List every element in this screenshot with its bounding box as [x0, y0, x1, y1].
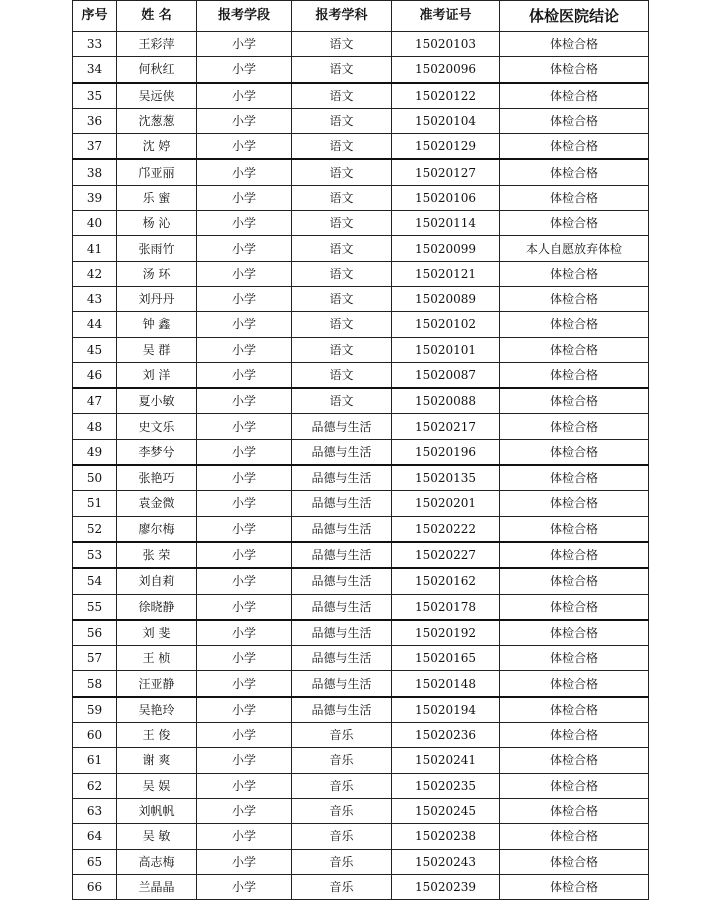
- row-stage: 小学: [197, 620, 292, 646]
- row-stage: 小学: [197, 414, 292, 439]
- row-result: 体检合格: [500, 362, 649, 388]
- row-result: 体检合格: [500, 337, 649, 362]
- row-result: 体检合格: [500, 748, 649, 773]
- row-no: 35: [73, 83, 117, 109]
- row-name: 张艳巧: [117, 465, 197, 491]
- row-name: 吴 群: [117, 337, 197, 362]
- row-name: 袁金微: [117, 491, 197, 516]
- row-stage: 小学: [197, 798, 292, 823]
- row-result: 体检合格: [500, 388, 649, 414]
- row-subject: 品德与生活: [292, 646, 392, 671]
- row-stage: 小学: [197, 748, 292, 773]
- row-ticket: 15020238: [392, 824, 500, 849]
- table-row: [73, 748, 649, 773]
- row-stage: 小学: [197, 32, 292, 57]
- row-subject: 音乐: [292, 748, 392, 773]
- row-result: 体检合格: [500, 57, 649, 83]
- row-result: 体检合格: [500, 723, 649, 748]
- row-result: 体检合格: [500, 414, 649, 439]
- table-row: [73, 312, 649, 337]
- row-subject: 品德与生活: [292, 465, 392, 491]
- table-row: [73, 723, 649, 748]
- row-result: 体检合格: [500, 620, 649, 646]
- row-stage: 小学: [197, 83, 292, 109]
- row-no: 39: [73, 185, 117, 210]
- row-subject: 品德与生活: [292, 516, 392, 542]
- exam-roster-table: [72, 0, 649, 900]
- table-row: [73, 185, 649, 210]
- row-ticket: 15020088: [392, 388, 500, 414]
- row-subject: 语文: [292, 32, 392, 57]
- row-subject: 语文: [292, 83, 392, 109]
- table-row: [73, 671, 649, 697]
- row-stage: 小学: [197, 286, 292, 311]
- row-stage: 小学: [197, 516, 292, 542]
- row-name: 吴远侠: [117, 83, 197, 109]
- header-stage: 报考学段: [197, 1, 292, 32]
- row-name: 张 荣: [117, 542, 197, 568]
- row-ticket: 15020217: [392, 414, 500, 439]
- row-no: 47: [73, 388, 117, 414]
- row-no: 45: [73, 337, 117, 362]
- row-ticket: 15020129: [392, 134, 500, 160]
- row-no: 56: [73, 620, 117, 646]
- row-subject: 语文: [292, 312, 392, 337]
- row-subject: 品德与生活: [292, 414, 392, 439]
- row-ticket: 15020087: [392, 362, 500, 388]
- row-stage: 小学: [197, 646, 292, 671]
- row-subject: 品德与生活: [292, 439, 392, 465]
- row-subject: 语文: [292, 57, 392, 83]
- row-ticket: 15020245: [392, 798, 500, 823]
- table-row: [73, 874, 649, 899]
- row-no: 34: [73, 57, 117, 83]
- row-subject: 语文: [292, 362, 392, 388]
- row-name: 何秋红: [117, 57, 197, 83]
- row-ticket: 15020104: [392, 108, 500, 133]
- table-row: [73, 439, 649, 465]
- row-ticket: 15020192: [392, 620, 500, 646]
- row-subject: 音乐: [292, 824, 392, 849]
- row-name: 刘帆帆: [117, 798, 197, 823]
- row-ticket: 15020127: [392, 159, 500, 185]
- row-ticket: 15020162: [392, 568, 500, 594]
- row-stage: 小学: [197, 108, 292, 133]
- row-ticket: 15020241: [392, 748, 500, 773]
- row-name: 钟 鑫: [117, 312, 197, 337]
- row-name: 沈 婷: [117, 134, 197, 160]
- row-no: 57: [73, 646, 117, 671]
- row-stage: 小学: [197, 312, 292, 337]
- table-row: [73, 57, 649, 83]
- row-name: 刘 洋: [117, 362, 197, 388]
- table-row: [73, 134, 649, 160]
- row-name: 吴 娱: [117, 773, 197, 798]
- row-subject: 品德与生活: [292, 620, 392, 646]
- row-ticket: 15020239: [392, 874, 500, 899]
- row-ticket: 15020165: [392, 646, 500, 671]
- row-no: 58: [73, 671, 117, 697]
- row-ticket: 15020148: [392, 671, 500, 697]
- header-ticket: 准考证号: [392, 1, 500, 32]
- row-result: 体检合格: [500, 286, 649, 311]
- row-subject: 品德与生活: [292, 594, 392, 620]
- row-name: 汪亚静: [117, 671, 197, 697]
- row-no: 37: [73, 134, 117, 160]
- row-subject: 音乐: [292, 723, 392, 748]
- row-no: 42: [73, 261, 117, 286]
- row-name: 徐晓静: [117, 594, 197, 620]
- header-result: 体检医院结论: [500, 1, 649, 32]
- row-ticket: 15020222: [392, 516, 500, 542]
- row-stage: 小学: [197, 362, 292, 388]
- table-row: [73, 594, 649, 620]
- table-row: [73, 32, 649, 57]
- row-subject: 语文: [292, 261, 392, 286]
- row-name: 杨 沁: [117, 211, 197, 236]
- row-no: 48: [73, 414, 117, 439]
- row-stage: 小学: [197, 337, 292, 362]
- row-no: 52: [73, 516, 117, 542]
- row-subject: 音乐: [292, 849, 392, 874]
- row-subject: 音乐: [292, 773, 392, 798]
- table-row: [73, 83, 649, 109]
- row-subject: 语文: [292, 388, 392, 414]
- row-stage: 小学: [197, 594, 292, 620]
- row-ticket: 15020122: [392, 83, 500, 109]
- row-subject: 语文: [292, 211, 392, 236]
- row-result: 体检合格: [500, 697, 649, 723]
- row-result: 体检合格: [500, 849, 649, 874]
- row-name: 刘 斐: [117, 620, 197, 646]
- row-no: 36: [73, 108, 117, 133]
- row-no: 60: [73, 723, 117, 748]
- row-result: 体检合格: [500, 824, 649, 849]
- row-ticket: 15020236: [392, 723, 500, 748]
- row-result: 体检合格: [500, 134, 649, 160]
- row-ticket: 15020102: [392, 312, 500, 337]
- row-name: 乐 蜜: [117, 185, 197, 210]
- row-name: 刘丹丹: [117, 286, 197, 311]
- table-row: [73, 542, 649, 568]
- row-subject: 音乐: [292, 798, 392, 823]
- row-no: 54: [73, 568, 117, 594]
- row-no: 41: [73, 236, 117, 261]
- row-subject: 品德与生活: [292, 491, 392, 516]
- header-no: 序号: [73, 1, 117, 32]
- row-stage: 小学: [197, 874, 292, 899]
- row-ticket: 15020106: [392, 185, 500, 210]
- table-row: [73, 824, 649, 849]
- row-result: 体检合格: [500, 439, 649, 465]
- row-ticket: 15020201: [392, 491, 500, 516]
- row-name: 吴艳玲: [117, 697, 197, 723]
- table-row: [73, 388, 649, 414]
- row-stage: 小学: [197, 723, 292, 748]
- row-name: 廖尔梅: [117, 516, 197, 542]
- row-stage: 小学: [197, 465, 292, 491]
- row-no: 61: [73, 748, 117, 773]
- row-result: 体检合格: [500, 874, 649, 899]
- row-name: 高志梅: [117, 849, 197, 874]
- row-no: 65: [73, 849, 117, 874]
- table-row: [73, 620, 649, 646]
- row-name: 邝亚丽: [117, 159, 197, 185]
- row-name: 兰晶晶: [117, 874, 197, 899]
- table-row: [73, 211, 649, 236]
- table-row: [73, 108, 649, 133]
- table-row: [73, 414, 649, 439]
- row-no: 55: [73, 594, 117, 620]
- row-stage: 小学: [197, 824, 292, 849]
- row-result: 体检合格: [500, 32, 649, 57]
- row-ticket: 15020243: [392, 849, 500, 874]
- row-result: 体检合格: [500, 261, 649, 286]
- table-row: [73, 646, 649, 671]
- row-no: 50: [73, 465, 117, 491]
- row-result: 体检合格: [500, 211, 649, 236]
- row-name: 刘自莉: [117, 568, 197, 594]
- row-result: 体检合格: [500, 568, 649, 594]
- row-result: 体检合格: [500, 312, 649, 337]
- row-subject: 语文: [292, 185, 392, 210]
- row-result: 体检合格: [500, 159, 649, 185]
- row-stage: 小学: [197, 697, 292, 723]
- row-result: 体检合格: [500, 646, 649, 671]
- row-result: 体检合格: [500, 491, 649, 516]
- table-row: [73, 849, 649, 874]
- row-ticket: 15020227: [392, 542, 500, 568]
- row-ticket: 15020121: [392, 261, 500, 286]
- row-ticket: 15020135: [392, 465, 500, 491]
- row-ticket: 15020089: [392, 286, 500, 311]
- row-result: 体检合格: [500, 465, 649, 491]
- row-name: 吴 敏: [117, 824, 197, 849]
- row-subject: 品德与生活: [292, 542, 392, 568]
- table-row: [73, 798, 649, 823]
- row-result: 体检合格: [500, 798, 649, 823]
- row-stage: 小学: [197, 773, 292, 798]
- row-stage: 小学: [197, 671, 292, 697]
- row-stage: 小学: [197, 236, 292, 261]
- row-no: 51: [73, 491, 117, 516]
- row-no: 64: [73, 824, 117, 849]
- row-stage: 小学: [197, 57, 292, 83]
- row-ticket: 15020096: [392, 57, 500, 83]
- row-result: 体检合格: [500, 108, 649, 133]
- row-stage: 小学: [197, 849, 292, 874]
- row-stage: 小学: [197, 568, 292, 594]
- row-stage: 小学: [197, 542, 292, 568]
- table-row: [73, 286, 649, 311]
- table-row: [73, 465, 649, 491]
- row-name: 李梦兮: [117, 439, 197, 465]
- table-row: [73, 568, 649, 594]
- row-subject: 语文: [292, 286, 392, 311]
- row-subject: 品德与生活: [292, 671, 392, 697]
- row-result: 体检合格: [500, 594, 649, 620]
- row-ticket: 15020099: [392, 236, 500, 261]
- row-stage: 小学: [197, 388, 292, 414]
- row-subject: 品德与生活: [292, 697, 392, 723]
- row-subject: 语文: [292, 108, 392, 133]
- row-subject: 语文: [292, 236, 392, 261]
- header-subject: 报考学科: [292, 1, 392, 32]
- roster-body: [73, 32, 649, 900]
- row-no: 46: [73, 362, 117, 388]
- row-stage: 小学: [197, 491, 292, 516]
- row-stage: 小学: [197, 439, 292, 465]
- row-subject: 语文: [292, 337, 392, 362]
- row-subject: 语文: [292, 159, 392, 185]
- row-result: 体检合格: [500, 542, 649, 568]
- row-name: 夏小敏: [117, 388, 197, 414]
- row-no: 44: [73, 312, 117, 337]
- row-result: 体检合格: [500, 773, 649, 798]
- row-stage: 小学: [197, 261, 292, 286]
- row-no: 40: [73, 211, 117, 236]
- row-ticket: 15020101: [392, 337, 500, 362]
- row-no: 43: [73, 286, 117, 311]
- row-no: 59: [73, 697, 117, 723]
- table-row: [73, 362, 649, 388]
- row-name: 汤 环: [117, 261, 197, 286]
- row-stage: 小学: [197, 185, 292, 210]
- row-result: 体检合格: [500, 83, 649, 109]
- row-no: 66: [73, 874, 117, 899]
- row-ticket: 15020178: [392, 594, 500, 620]
- table-row: [73, 773, 649, 798]
- row-name: 张雨竹: [117, 236, 197, 261]
- row-no: 33: [73, 32, 117, 57]
- row-result: 体检合格: [500, 671, 649, 697]
- table-row: [73, 491, 649, 516]
- row-name: 谢 爽: [117, 748, 197, 773]
- table-row: [73, 516, 649, 542]
- row-subject: 语文: [292, 134, 392, 160]
- row-result: 本人自愿放弃体检: [500, 236, 649, 261]
- row-stage: 小学: [197, 134, 292, 160]
- table-row: [73, 261, 649, 286]
- row-no: 62: [73, 773, 117, 798]
- row-result: 体检合格: [500, 516, 649, 542]
- row-name: 王 俊: [117, 723, 197, 748]
- row-no: 38: [73, 159, 117, 185]
- header-name: 姓 名: [117, 1, 197, 32]
- row-name: 史文乐: [117, 414, 197, 439]
- row-name: 沈葱葱: [117, 108, 197, 133]
- row-ticket: 15020196: [392, 439, 500, 465]
- table-row: [73, 697, 649, 723]
- row-no: 53: [73, 542, 117, 568]
- row-no: 63: [73, 798, 117, 823]
- row-name: 王 桢: [117, 646, 197, 671]
- row-subject: 音乐: [292, 874, 392, 899]
- row-ticket: 15020235: [392, 773, 500, 798]
- table-row: [73, 236, 649, 261]
- row-ticket: 15020103: [392, 32, 500, 57]
- row-ticket: 15020194: [392, 697, 500, 723]
- row-name: 王彩萍: [117, 32, 197, 57]
- table-row: [73, 337, 649, 362]
- row-no: 49: [73, 439, 117, 465]
- header-row: [73, 1, 649, 32]
- row-result: 体检合格: [500, 185, 649, 210]
- table-row: [73, 159, 649, 185]
- row-stage: 小学: [197, 159, 292, 185]
- row-subject: 品德与生活: [292, 568, 392, 594]
- row-ticket: 15020114: [392, 211, 500, 236]
- row-stage: 小学: [197, 211, 292, 236]
